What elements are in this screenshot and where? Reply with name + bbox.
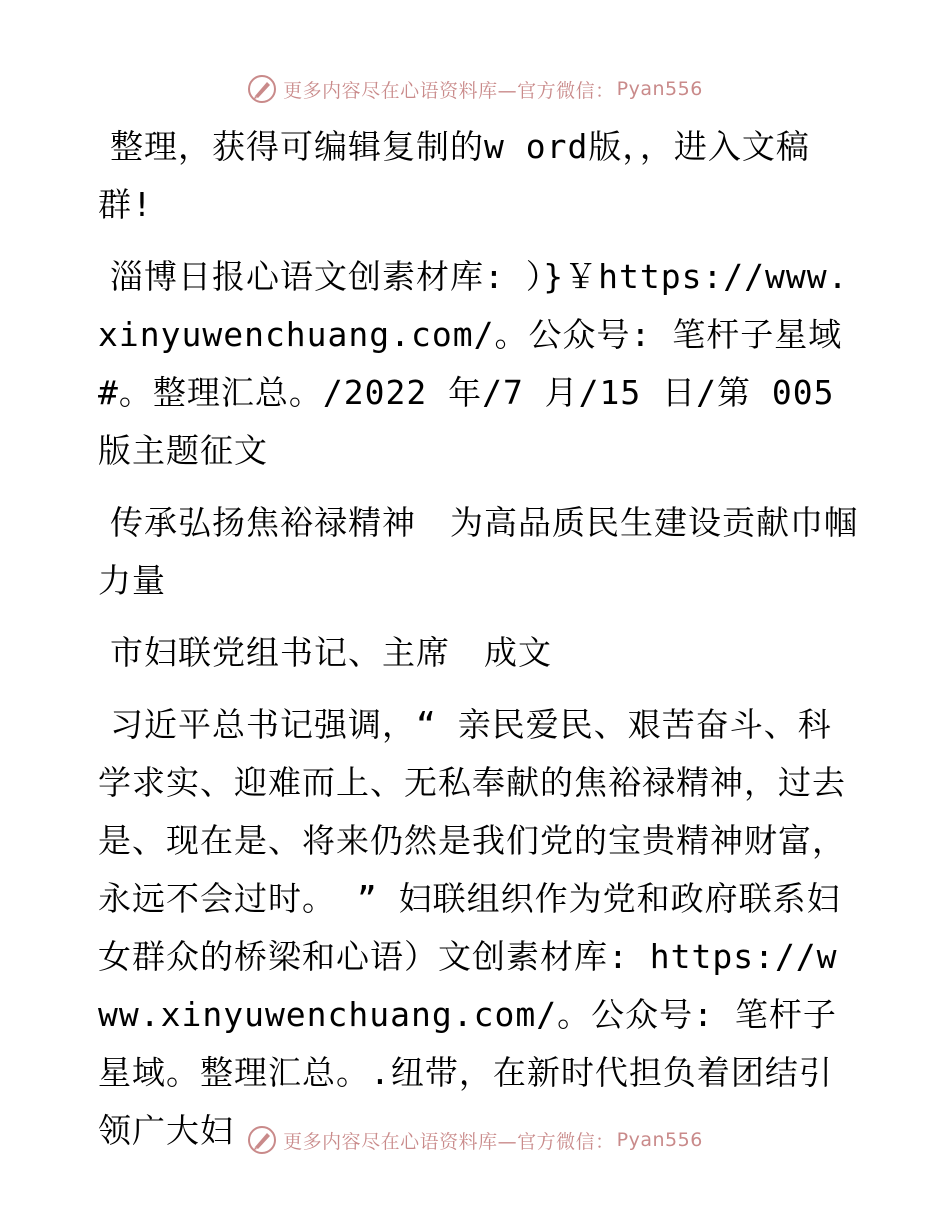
watermark-id: Pyan556	[616, 1129, 703, 1151]
author-line: 市妇联党组书记、主席 成文	[110, 633, 552, 672]
paragraph: 习近平总书记强调，“ 亲民爱民、艰苦奋斗、科学求实、迎难而上、无私奉献的焦裕禄精神，过去是、现在是、将来仍然是我们党的宝贵精神财富，永远不会过时。 ” 妇联组织作为党和政府联系妇女群众的桥梁和心语）文创素材库: https://www.xinyuwenchuang.com/。公众号: 笔杆子星域。整理汇总。.纽带，在新时代担负着团结引领广大妇	[98, 705, 846, 1150]
watermark-id: Pyan556	[616, 78, 703, 100]
watermark-text: 更多内容尽在心语资料库—官方微信：	[283, 1130, 615, 1153]
paragraph: 整理，获得可编辑复制的w ord版，，进入文稿群!	[98, 127, 810, 224]
document-body	[98, 118, 858, 1174]
pen-logo-icon	[247, 1125, 277, 1155]
article-title: 传承弘扬焦裕禄精神 为高品质民生建设贡献巾帼力量	[98, 503, 858, 600]
pen-logo-icon	[247, 74, 277, 104]
paragraph: 淄博日报心语文创素材库: ）}￥https://www.xinyuwenchuang.com/。公众号: 笔杆子星域#。整理汇总。/2022 年/7 月/15 日/第 005 版主题征文	[98, 257, 849, 470]
watermark-text: 更多内容尽在心语资料库—官方微信：	[283, 79, 615, 102]
footer-watermark	[0, 1122, 950, 1158]
header-watermark	[0, 71, 950, 107]
